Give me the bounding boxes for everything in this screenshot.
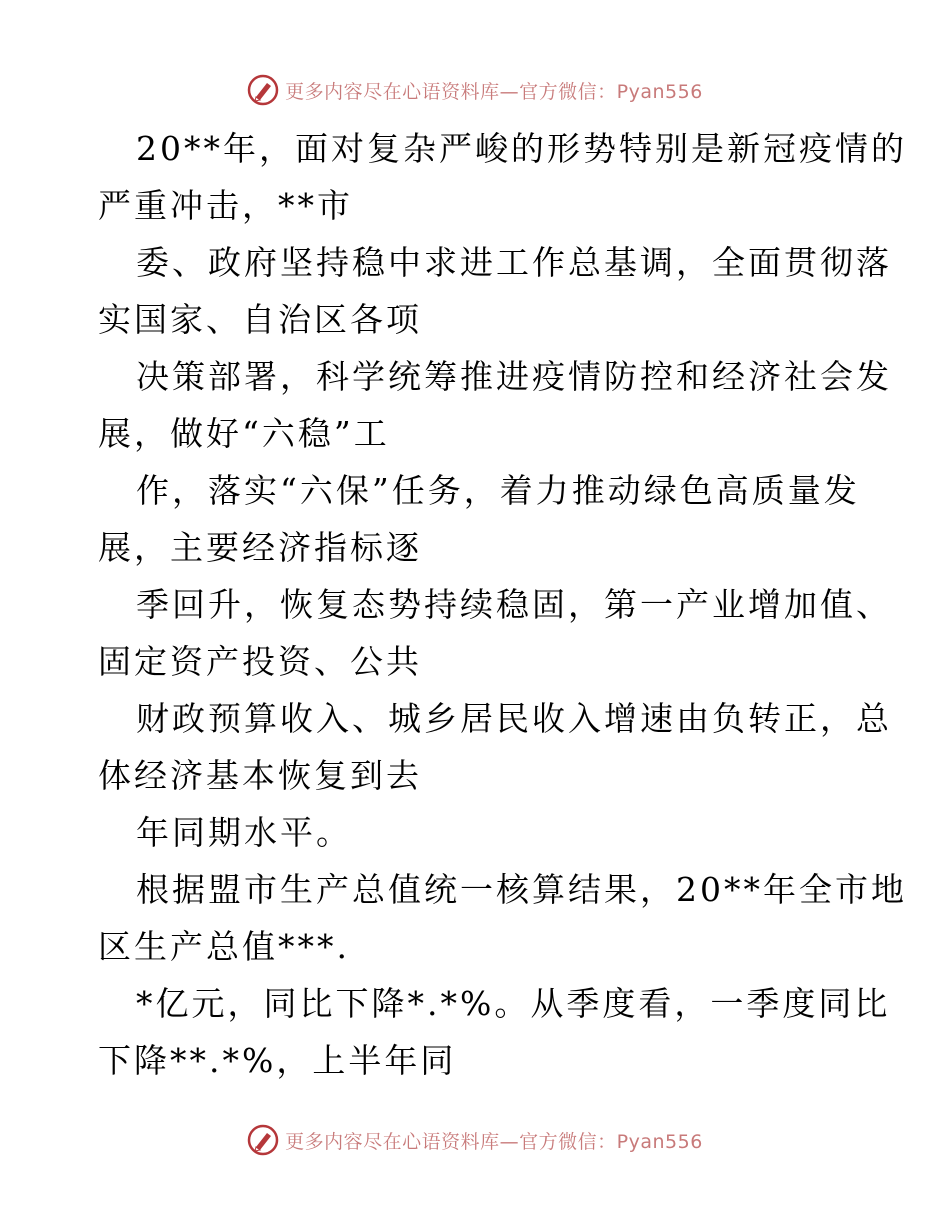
body-line: 展，做好“六稳”工 [98, 414, 390, 453]
pen-logo-icon [247, 1124, 279, 1156]
header-banner-text: 更多内容尽在心语资料库—官方微信：Pyan556 [285, 80, 703, 103]
header-banner [0, 70, 950, 110]
body-line: 实国家、自治区各项 [98, 300, 422, 339]
body-line: 年同期水平。 [136, 813, 352, 852]
body-line: *亿元，同比下降*.*%。从季度看，一季度同比 [136, 984, 891, 1023]
header-banner-content [247, 74, 703, 106]
footer-banner-text: 更多内容尽在心语资料库—官方微信：Pyan556 [285, 1130, 703, 1153]
body-line: 严重冲击，**市 [98, 186, 353, 225]
body-line: 根据盟市生产总值统一核算结果，20**年全市地 [136, 870, 907, 909]
document-body [98, 120, 907, 1089]
body-line: 决策部署，科学统筹推进疫情防控和经济社会发 [136, 357, 892, 396]
body-line: 作，落实“六保”任务，着力推动绿色高质量发 [136, 471, 860, 510]
body-line: 委、政府坚持稳中求进工作总基调，全面贯彻落 [136, 243, 892, 282]
body-line: 展，主要经济指标逐 [98, 528, 422, 567]
body-line: 下降**.*%，上半年同 [98, 1041, 457, 1080]
body-line: 区生产总值***. [98, 927, 350, 966]
body-line: 季回升，恢复态势持续稳固，第一产业增加值、 [136, 585, 892, 624]
body-line: 财政预算收入、城乡居民收入增速由负转正，总 [136, 699, 892, 738]
body-line: 固定资产投资、公共 [98, 642, 422, 681]
body-line: 20**年，面对复杂严峻的形势特别是新冠疫情的 [136, 129, 907, 168]
pen-logo-icon [247, 74, 279, 106]
footer-banner-content [247, 1124, 703, 1156]
footer-banner [0, 1120, 950, 1160]
body-line: 体经济基本恢复到去 [98, 756, 422, 795]
